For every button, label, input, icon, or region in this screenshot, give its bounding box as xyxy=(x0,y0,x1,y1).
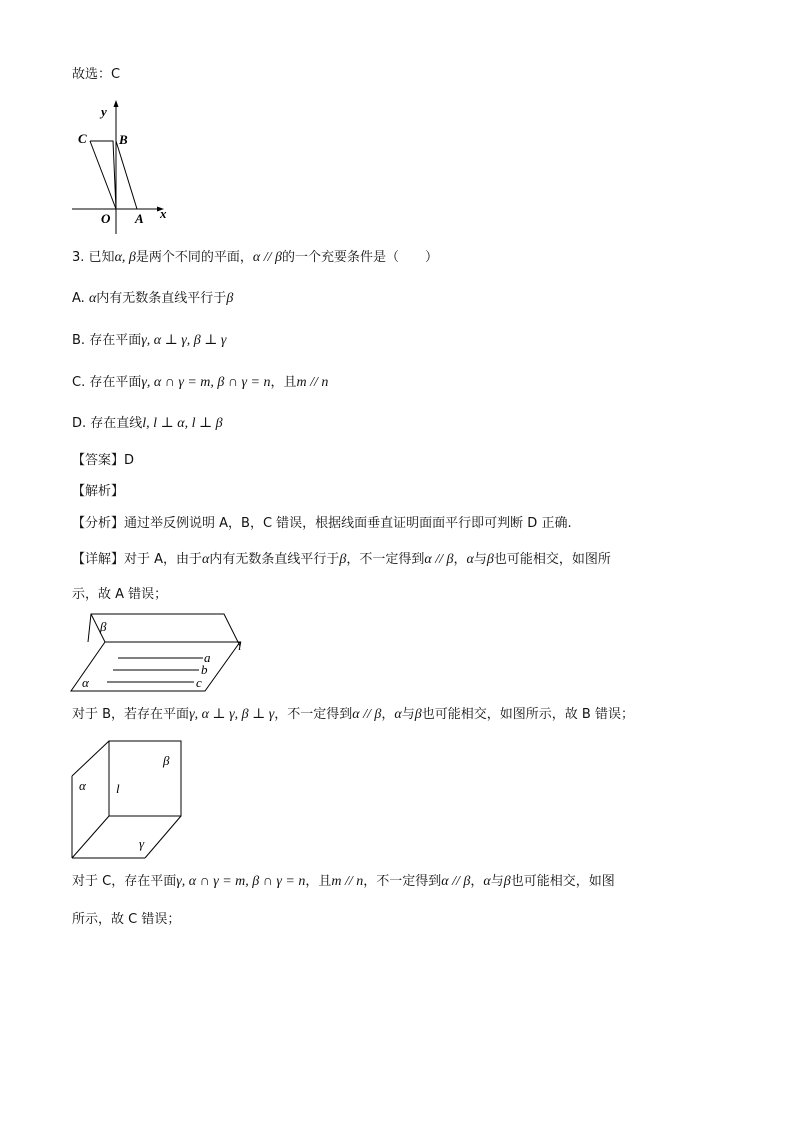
label-x: x xyxy=(160,206,167,221)
option-c-math-2: m // n xyxy=(296,375,329,390)
option-b xyxy=(72,332,226,350)
label-alpha: α xyxy=(82,675,89,690)
para-c-text-6: 也可能相交，如图 xyxy=(510,874,615,889)
xiangjie-text-3: ，不一定得到 xyxy=(346,552,425,567)
label-line-b: b xyxy=(201,662,208,677)
label-alpha-3: α xyxy=(79,778,86,793)
para-b-text-2: ，不一定得到 xyxy=(274,707,353,722)
fenxi-text: 通过举反例说明 A，B，C 错误，根据线面垂直证明面面平行即可判断 D 正确. xyxy=(124,516,572,531)
answer-tag: 【答案】 xyxy=(72,453,125,468)
para-c-text-2: ，且 xyxy=(305,874,332,889)
xiangjie-text-1: 对于 A，由于 xyxy=(124,552,203,567)
label-beta-3: β xyxy=(163,753,170,768)
para-c-math-1: γ, α ∩ γ = m, β ∩ γ = n xyxy=(176,874,306,889)
xiangjie-text-6: 也可能相交，如图所 xyxy=(493,552,611,567)
label-l: l xyxy=(238,638,242,653)
para-c-text-7: 所示，故 C 错误； xyxy=(72,912,181,927)
para-b-text-4: 与 xyxy=(401,707,415,722)
y-axis-arrow xyxy=(114,100,119,107)
answer-value: D xyxy=(124,453,135,468)
label-c: C xyxy=(78,131,87,146)
para-c-text-1: 对于 C，存在平面 xyxy=(72,874,177,889)
para-c-text-5: 与 xyxy=(490,874,504,889)
para-b-text-3: ， xyxy=(381,707,395,722)
perpendicular-planes-figure xyxy=(68,738,188,862)
xiangjie-text-7: 示，故 A 错误； xyxy=(72,587,168,602)
xiangjie-math-4: α xyxy=(466,552,474,567)
option-d-label: D. xyxy=(72,416,91,431)
para-c-math-3: α // β xyxy=(441,874,471,889)
para-c-math-4: α xyxy=(483,874,491,889)
plane-beta-rect xyxy=(109,741,181,816)
xiangjie-text-2: 内有无数条直线平行于 xyxy=(209,552,340,567)
para-c-math-5: β xyxy=(503,874,511,889)
option-a-label: A. xyxy=(72,291,89,306)
plane-alpha xyxy=(71,642,240,691)
xiangjie-line-2 xyxy=(72,586,167,604)
option-c-text-2: ，且 xyxy=(270,375,297,390)
bottom-left-edge xyxy=(72,816,109,858)
question-number: 3. xyxy=(72,250,89,265)
label-o: O xyxy=(101,211,111,226)
label-l-3: l xyxy=(116,781,120,796)
previous-answer: 故选：C xyxy=(72,67,121,82)
question-math-1: α, β xyxy=(114,250,136,265)
fenxi-line xyxy=(72,515,572,533)
question-text-1: 已知 xyxy=(88,250,115,265)
option-c-label: C. xyxy=(72,375,90,390)
question-text-2: 是两个不同的平面， xyxy=(135,250,253,265)
option-a-text: 内有无数条直线平行于 xyxy=(96,291,227,306)
analysis-tag: 【解析】 xyxy=(72,484,125,499)
xiangjie-text-4: ， xyxy=(453,552,467,567)
option-d-text: 存在直线 xyxy=(90,416,143,431)
para-b-math-2: α // β xyxy=(352,707,382,722)
label-y: y xyxy=(101,104,107,119)
xiangjie-math-5: β xyxy=(486,552,494,567)
paragraph-c-line-1 xyxy=(72,873,615,891)
segment-ba xyxy=(116,141,137,209)
segment-co xyxy=(90,141,116,209)
option-b-text: 存在平面 xyxy=(89,333,142,348)
option-c-text-1: 存在平面 xyxy=(89,375,142,390)
para-c-text-3: ，不一定得到 xyxy=(363,874,442,889)
para-c-text-4: ， xyxy=(470,874,484,889)
answer-line xyxy=(72,452,134,470)
coordinate-figure xyxy=(68,98,178,238)
intersecting-planes-figure xyxy=(68,610,258,698)
para-b-text-5: 也可能相交，如图所示，故 B 错误； xyxy=(421,707,634,722)
bottom-right-edge xyxy=(145,816,181,858)
para-b-math-4: β xyxy=(414,707,422,722)
xiangjie-text-5: 与 xyxy=(473,552,487,567)
para-b-math-3: α xyxy=(394,707,402,722)
left-top-edge xyxy=(72,741,109,776)
option-b-math: γ, α ⊥ γ, β ⊥ γ xyxy=(141,333,227,348)
paragraph-c-line-2 xyxy=(72,911,180,929)
option-c xyxy=(72,374,328,392)
label-a: A xyxy=(135,211,144,226)
para-b-text-1: 对于 B，若存在平面 xyxy=(72,707,190,722)
para-c-math-2: m // n xyxy=(331,874,364,889)
label-gamma: γ xyxy=(139,836,145,851)
paragraph-b xyxy=(72,706,634,724)
option-a-math-1: α xyxy=(88,291,97,306)
option-a xyxy=(72,290,233,308)
question-3 xyxy=(72,249,438,267)
option-b-label: B. xyxy=(72,333,90,348)
option-d xyxy=(72,415,223,433)
option-d-math: l, l ⊥ α, l ⊥ β xyxy=(142,416,223,431)
xiangjie-line-1 xyxy=(72,551,611,569)
label-beta: β xyxy=(100,619,107,634)
fenxi-tag: 【分析】 xyxy=(72,516,125,531)
plane-beta xyxy=(88,614,240,646)
analysis-heading xyxy=(72,483,124,501)
label-line-a: a xyxy=(204,650,211,665)
option-c-math-1: γ, α ∩ γ = m, β ∩ γ = n xyxy=(141,375,271,390)
xiangjie-math-3: α // β xyxy=(424,552,454,567)
option-a-math-2: β xyxy=(226,291,234,306)
xiangjie-math-2: β xyxy=(339,552,347,567)
label-b: B xyxy=(119,132,128,147)
question-text-3: 的一个充要条件是（ ） xyxy=(282,250,439,265)
xiangjie-tag: 【详解】 xyxy=(72,552,125,567)
label-line-c: c xyxy=(196,675,202,690)
para-b-math-1: γ, α ⊥ γ, β ⊥ γ xyxy=(189,707,275,722)
xiangjie-math-1: α xyxy=(202,552,210,567)
question-math-2: α // β xyxy=(252,250,283,265)
